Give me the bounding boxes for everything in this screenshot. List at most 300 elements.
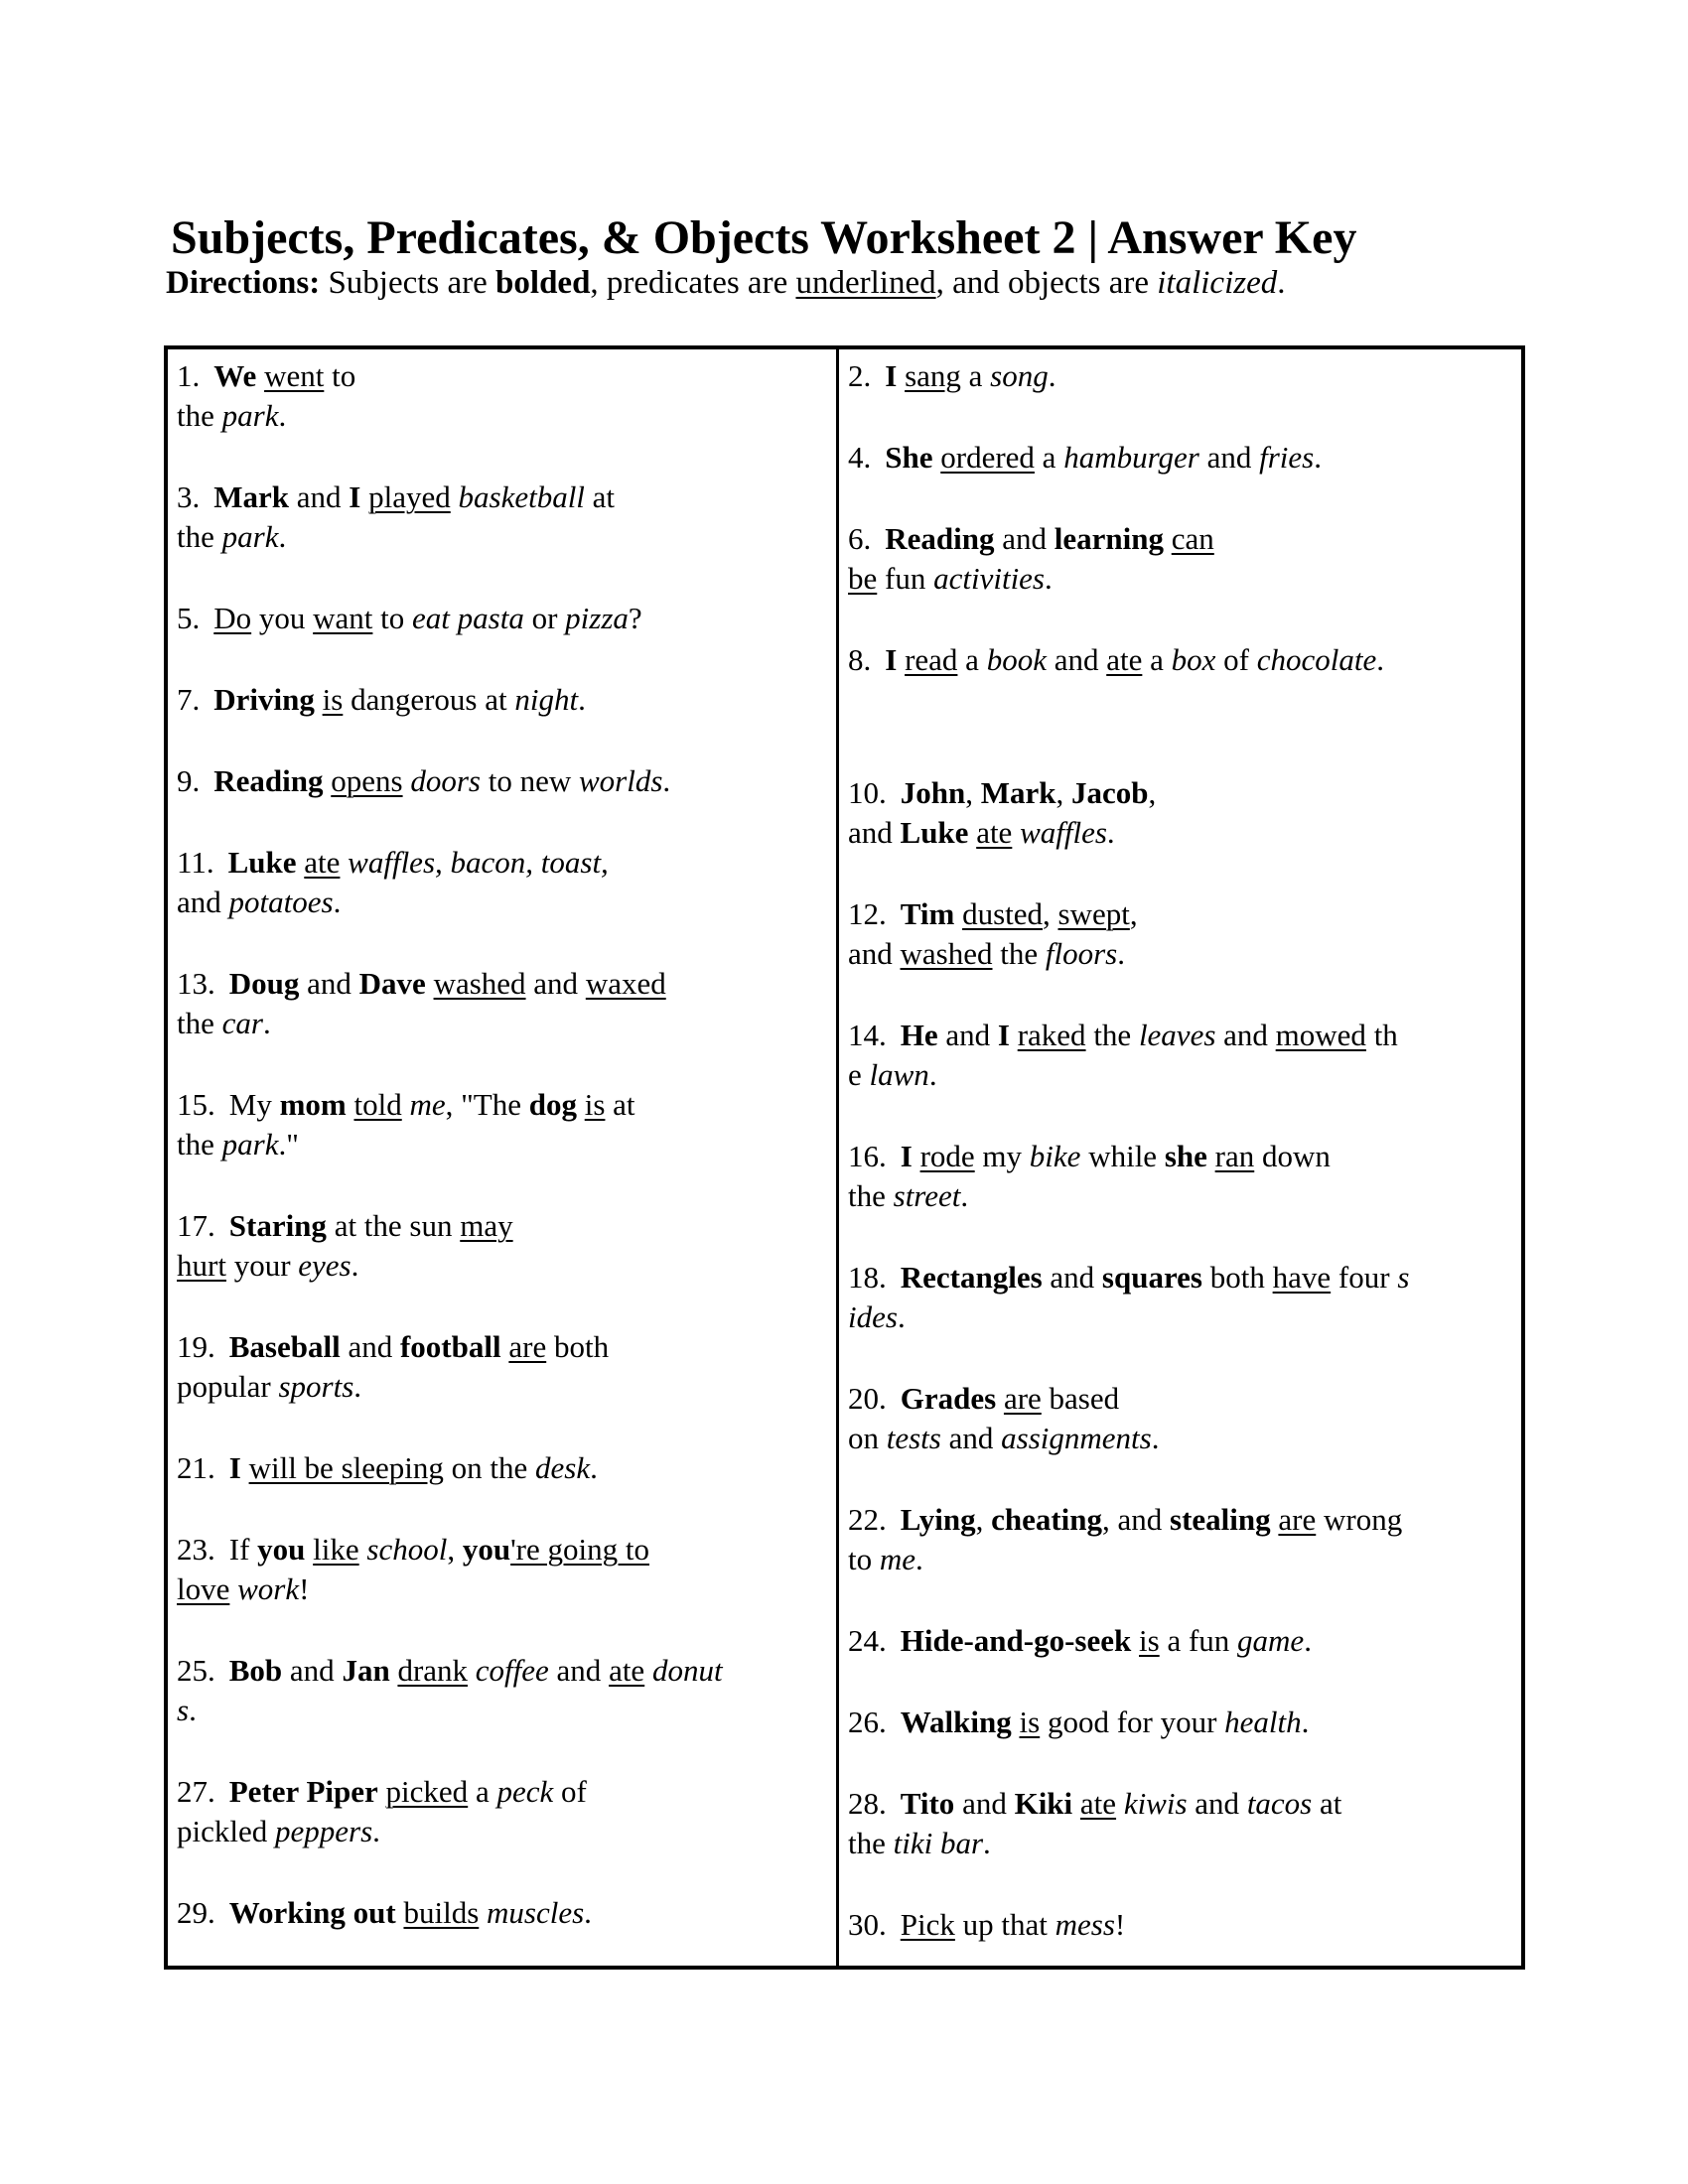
text-segment: desk <box>535 1450 591 1485</box>
worksheet-item <box>848 1500 1513 1579</box>
text-segment <box>1164 521 1172 556</box>
text-segment: ! <box>299 1571 310 1606</box>
text-segment: me <box>409 1087 446 1122</box>
item-line <box>848 1379 1513 1419</box>
text-segment: ate <box>976 815 1013 850</box>
worksheet-item <box>848 438 1513 478</box>
text-segment: . <box>590 1450 598 1485</box>
text-segment: I <box>997 1018 1010 1052</box>
text-segment: are <box>1003 1381 1042 1416</box>
text-segment: If <box>228 1532 258 1567</box>
text-segment: song <box>990 358 1049 393</box>
text-segment: . <box>278 519 287 554</box>
item-line <box>848 356 1513 396</box>
text-segment: told <box>353 1087 402 1122</box>
text-segment: raked <box>1017 1018 1086 1052</box>
text-segment: , <box>975 1502 992 1537</box>
text-segment: , predicates are <box>590 265 796 301</box>
text-segment: Directions: <box>166 265 321 301</box>
item-number: 28. <box>848 1786 887 1821</box>
item-line <box>848 813 1513 853</box>
text-segment: . <box>897 1299 906 1334</box>
text-segment: the <box>848 1826 894 1860</box>
item-number: 2. <box>848 358 872 393</box>
text-segment: and <box>1046 642 1107 677</box>
text-segment: car <box>221 1006 263 1040</box>
text-segment <box>229 1571 237 1606</box>
item-number: 7. <box>177 682 201 717</box>
text-segment: on the <box>443 1450 535 1485</box>
worksheet-item <box>848 1137 1513 1216</box>
worksheet-item <box>177 599 828 638</box>
text-segment: italicized <box>1157 265 1278 301</box>
text-segment: activities <box>933 561 1045 596</box>
text-segment: Kiki <box>1014 1786 1073 1821</box>
text-segment: 're going to <box>510 1532 649 1567</box>
text-segment: Bob <box>228 1653 283 1688</box>
item-number: 1. <box>177 358 201 393</box>
text-segment: Rectangles <box>900 1260 1043 1295</box>
text-segment: went <box>264 358 325 393</box>
text-segment <box>913 1139 920 1173</box>
item-number: 14. <box>848 1018 887 1052</box>
text-segment: dog <box>528 1087 577 1122</box>
text-segment: and <box>848 936 901 971</box>
item-line <box>177 1651 828 1691</box>
item-line <box>177 1530 828 1570</box>
text-segment: . <box>333 885 342 919</box>
worksheet-item <box>848 894 1513 974</box>
text-segment: Luke <box>227 845 297 880</box>
text-segment: John <box>900 775 966 810</box>
text-segment: while <box>1080 1139 1165 1173</box>
text-segment: peck <box>496 1774 554 1809</box>
text-segment: want <box>313 601 373 635</box>
item-line <box>848 773 1513 813</box>
text-segment: , <box>965 775 981 810</box>
text-segment: learning <box>1054 521 1164 556</box>
item-number: 8. <box>848 642 872 677</box>
text-segment: ." <box>278 1127 299 1161</box>
item-line <box>177 1772 828 1812</box>
worksheet-item <box>177 1651 828 1730</box>
text-segment: dusted <box>962 896 1043 931</box>
text-segment: popular <box>177 1369 279 1404</box>
text-segment: you <box>257 1532 306 1567</box>
text-segment: Staring <box>228 1208 327 1243</box>
text-segment: rode <box>919 1139 975 1173</box>
text-segment: Mark <box>213 479 290 514</box>
item-line <box>848 1703 1513 1742</box>
text-segment: Working out <box>228 1895 396 1930</box>
text-segment: box <box>1171 642 1216 677</box>
text-segment: builds <box>403 1895 480 1930</box>
text-segment: sang <box>905 358 961 393</box>
text-segment <box>1131 1623 1139 1658</box>
worksheet-item <box>177 1085 828 1164</box>
text-segment: pickled <box>177 1814 275 1848</box>
text-segment: is <box>1139 1623 1160 1658</box>
worksheet-item <box>177 356 828 436</box>
text-segment: down <box>1254 1139 1331 1173</box>
text-segment: and <box>940 1421 1002 1455</box>
text-segment: four <box>1331 1260 1398 1295</box>
text-segment: Driving <box>213 682 315 717</box>
item-line <box>177 680 828 720</box>
text-segment <box>1207 1139 1215 1173</box>
text-segment: hamburger <box>1063 440 1199 475</box>
worksheet-item <box>177 478 828 557</box>
text-segment: drank <box>397 1653 469 1688</box>
item-number: 12. <box>848 896 887 931</box>
item-line <box>177 1085 828 1125</box>
text-segment: potatoes <box>228 885 334 919</box>
worksheet-item <box>848 356 1513 396</box>
text-segment: Dave <box>358 966 426 1001</box>
item-line <box>848 1055 1513 1095</box>
text-segment: coffee <box>475 1653 549 1688</box>
text-segment: . <box>1151 1421 1160 1455</box>
text-segment: leaves <box>1138 1018 1216 1052</box>
table-column-left <box>168 349 839 1966</box>
text-segment: up that <box>954 1907 1055 1942</box>
text-segment: , and objects are <box>935 265 1158 301</box>
text-segment: is <box>584 1087 606 1122</box>
text-segment <box>1010 1018 1018 1052</box>
page-title: Subjects, Predicates, & Objects Worksheet 2 | Answer Key <box>171 211 1357 265</box>
text-segment: I <box>228 1450 241 1485</box>
text-segment: the <box>848 1178 894 1213</box>
item-line <box>177 1246 828 1286</box>
item-number: 9. <box>177 763 201 798</box>
text-segment: is <box>1019 1705 1041 1739</box>
item-number: 6. <box>848 521 872 556</box>
text-segment: . <box>372 1814 380 1848</box>
worksheet-item <box>177 1772 828 1851</box>
text-segment: s <box>1397 1260 1410 1295</box>
text-segment: at the sun <box>326 1208 461 1243</box>
text-segment: may <box>460 1208 513 1243</box>
text-segment: love <box>177 1571 230 1606</box>
text-segment: and <box>299 966 359 1001</box>
text-segment: , <box>447 1532 463 1567</box>
text-segment: eat pasta <box>412 601 524 635</box>
text-segment: and <box>177 885 229 919</box>
text-segment: washed <box>433 966 526 1001</box>
text-segment: Baseball <box>228 1329 341 1364</box>
text-segment: mowed <box>1275 1018 1366 1052</box>
text-segment: . <box>353 1369 362 1404</box>
text-segment: Tito <box>900 1786 955 1821</box>
text-segment: and <box>1042 1260 1102 1295</box>
text-segment <box>360 479 368 514</box>
text-segment: . <box>960 1178 969 1213</box>
text-segment: fun <box>877 561 934 596</box>
text-segment: can <box>1171 521 1214 556</box>
worksheet-item <box>848 640 1513 680</box>
text-segment: . <box>928 1057 937 1092</box>
text-segment: squares <box>1101 1260 1202 1295</box>
text-segment: . <box>983 1826 991 1860</box>
text-segment: will be sleeping <box>248 1450 444 1485</box>
text-segment: picked <box>385 1774 469 1809</box>
item-line <box>848 1137 1513 1176</box>
worksheet-item <box>848 773 1513 853</box>
table-column-right <box>839 349 1521 1966</box>
item-line <box>848 1540 1513 1579</box>
text-segment: played <box>368 479 451 514</box>
text-segment: Do <box>213 601 252 635</box>
text-segment: . <box>1376 642 1384 677</box>
item-line <box>177 1125 828 1164</box>
text-segment: ides <box>848 1299 898 1334</box>
text-segment: ordered <box>940 440 1035 475</box>
text-segment: worlds <box>578 763 663 798</box>
item-line <box>177 1206 828 1246</box>
worksheet-item <box>848 1621 1513 1661</box>
text-segment: and <box>1198 440 1260 475</box>
text-segment: park <box>221 519 279 554</box>
text-segment <box>241 1450 249 1485</box>
text-segment: the <box>177 1006 222 1040</box>
item-line <box>177 1570 828 1609</box>
text-segment: . <box>262 1006 271 1040</box>
text-segment: tacos <box>1246 1786 1313 1821</box>
text-segment: and <box>282 1653 343 1688</box>
text-segment: health <box>1224 1705 1302 1739</box>
item-line <box>848 1784 1513 1824</box>
text-segment: I <box>349 479 361 514</box>
text-segment: is <box>322 682 344 717</box>
text-segment: Doug <box>228 966 300 1001</box>
text-segment: park <box>221 398 279 433</box>
text-segment: ate <box>1079 1786 1117 1821</box>
item-number: 5. <box>177 601 201 635</box>
item-line <box>177 964 828 1004</box>
item-number: 4. <box>848 440 872 475</box>
item-number: 19. <box>177 1329 215 1364</box>
text-segment: Mark <box>980 775 1056 810</box>
text-segment: and <box>548 1653 610 1688</box>
text-segment: ! <box>1114 1907 1126 1942</box>
text-segment: and <box>954 1786 1015 1821</box>
text-segment: opens <box>331 763 403 798</box>
text-segment <box>1012 1705 1020 1739</box>
text-segment: and <box>340 1329 400 1364</box>
item-number: 3. <box>177 479 201 514</box>
text-segment: both <box>546 1329 610 1364</box>
text-segment: . <box>578 682 586 717</box>
text-segment: . <box>1117 936 1125 971</box>
text-segment: your <box>225 1248 299 1283</box>
item-line <box>177 517 828 557</box>
worksheet-item <box>177 1893 828 1933</box>
item-line <box>177 843 828 883</box>
text-segment <box>577 1087 585 1122</box>
item-line <box>848 1621 1513 1661</box>
text-segment: Walking <box>900 1705 1012 1739</box>
text-segment: . <box>278 398 287 433</box>
text-segment: washed <box>900 936 993 971</box>
text-segment: , and <box>1102 1502 1171 1537</box>
text-segment: floors <box>1045 936 1118 971</box>
worksheet-item <box>848 1905 1513 1945</box>
text-segment: . <box>189 1693 197 1727</box>
text-segment: hurt <box>177 1248 226 1283</box>
text-segment: s <box>177 1693 190 1727</box>
text-segment: basketball <box>458 479 585 514</box>
text-segment: My <box>228 1087 280 1122</box>
item-line <box>177 1448 828 1488</box>
item-line <box>848 934 1513 974</box>
item-line <box>177 396 828 436</box>
item-line <box>848 894 1513 934</box>
text-segment: be <box>848 561 878 596</box>
item-line <box>848 640 1513 680</box>
text-segment: . <box>351 1248 359 1283</box>
worksheet-item <box>848 519 1513 599</box>
text-segment: Reading <box>213 763 324 798</box>
text-segment: . <box>662 763 671 798</box>
item-line <box>177 356 828 396</box>
text-segment <box>996 1381 1004 1416</box>
text-segment <box>340 845 348 880</box>
item-line <box>177 1367 828 1407</box>
text-segment <box>1116 1786 1124 1821</box>
text-segment: Hide-and-go-seek <box>900 1623 1132 1658</box>
item-line <box>848 519 1513 559</box>
item-line <box>848 438 1513 478</box>
text-segment: based <box>1041 1381 1120 1416</box>
text-segment <box>256 358 264 393</box>
text-segment: , <box>1129 896 1138 931</box>
text-segment: dangerous at <box>343 682 515 717</box>
text-segment: you <box>462 1532 511 1567</box>
worksheet-item <box>848 1784 1513 1863</box>
item-number: 20. <box>848 1381 887 1416</box>
text-segment: read <box>905 642 958 677</box>
text-segment: a <box>1034 440 1064 475</box>
text-segment: street <box>893 1178 961 1213</box>
text-segment: at <box>584 479 616 514</box>
worksheet-item <box>848 1016 1513 1095</box>
text-segment: donut <box>651 1653 723 1688</box>
text-segment: and <box>1187 1786 1247 1821</box>
text-segment: peppers <box>275 1814 373 1848</box>
text-segment: Jan <box>342 1653 390 1688</box>
text-segment: , "The <box>445 1087 529 1122</box>
worksheet-item <box>177 1530 828 1609</box>
text-segment: at <box>605 1087 635 1122</box>
text-segment: . <box>1277 265 1286 301</box>
text-segment: stealing <box>1170 1502 1271 1537</box>
item-number: 22. <box>848 1502 887 1537</box>
text-segment <box>305 1532 313 1567</box>
item-number: 18. <box>848 1260 887 1295</box>
item-line <box>177 1893 828 1933</box>
text-segment: I <box>900 1139 913 1173</box>
item-line <box>177 1004 828 1043</box>
text-segment: chocolate <box>1256 642 1377 677</box>
text-segment <box>315 682 323 717</box>
item-line <box>177 478 828 517</box>
item-line <box>848 1176 1513 1216</box>
text-segment: . <box>1106 815 1115 850</box>
text-segment: ate <box>304 845 341 880</box>
text-segment <box>468 1653 476 1688</box>
text-segment <box>426 966 434 1001</box>
text-segment: sports <box>278 1369 354 1404</box>
text-segment: I <box>885 358 898 393</box>
text-segment: to <box>372 601 413 635</box>
worksheet-item <box>177 843 828 922</box>
text-segment: and <box>1215 1018 1276 1052</box>
text-segment: are <box>508 1329 547 1364</box>
text-segment: . <box>915 1542 923 1576</box>
directions-text <box>166 264 1285 304</box>
text-segment: th <box>1365 1018 1398 1052</box>
item-line <box>177 1691 828 1730</box>
text-segment: the <box>992 936 1046 971</box>
text-segment: the <box>177 398 222 433</box>
text-segment <box>897 642 905 677</box>
text-segment: and <box>848 815 901 850</box>
text-segment: of <box>553 1774 587 1809</box>
worksheet-item <box>848 1379 1513 1458</box>
answer-table <box>164 345 1525 1970</box>
item-line <box>848 1419 1513 1458</box>
text-segment <box>954 896 962 931</box>
item-line <box>848 1905 1513 1945</box>
item-line <box>848 1824 1513 1863</box>
item-number: 11. <box>177 845 214 880</box>
text-segment <box>897 358 905 393</box>
text-segment: a <box>468 1774 497 1809</box>
item-line <box>177 761 828 801</box>
text-segment: have <box>1272 1260 1332 1295</box>
text-segment: me <box>879 1542 916 1576</box>
text-segment: waxed <box>585 966 666 1001</box>
text-segment: of <box>1215 642 1257 677</box>
text-segment: the <box>177 519 222 554</box>
item-line <box>177 883 828 922</box>
text-segment: to <box>848 1542 880 1576</box>
item-number: 10. <box>848 775 887 810</box>
text-segment: bolded <box>495 265 591 301</box>
item-number: 29. <box>177 1895 215 1930</box>
text-segment: night <box>514 682 579 717</box>
text-segment: kiwis <box>1123 1786 1188 1821</box>
item-line <box>177 1327 828 1367</box>
text-segment: bike <box>1029 1139 1081 1173</box>
text-segment: at <box>1312 1786 1342 1821</box>
text-segment: tiki bar <box>893 1826 984 1860</box>
text-segment: park <box>221 1127 279 1161</box>
item-line <box>848 1258 1513 1297</box>
worksheet-item <box>177 1206 828 1286</box>
text-segment: and <box>289 479 350 514</box>
text-segment: , <box>1043 896 1058 931</box>
text-segment: work <box>237 1571 300 1606</box>
text-segment: . <box>584 1895 592 1930</box>
text-segment: are <box>1278 1502 1317 1537</box>
text-segment: waffles <box>1020 815 1107 850</box>
text-segment: and <box>994 521 1055 556</box>
text-segment: He <box>900 1018 938 1052</box>
item-line <box>848 1016 1513 1055</box>
text-segment <box>378 1774 386 1809</box>
item-number: 21. <box>177 1450 215 1485</box>
